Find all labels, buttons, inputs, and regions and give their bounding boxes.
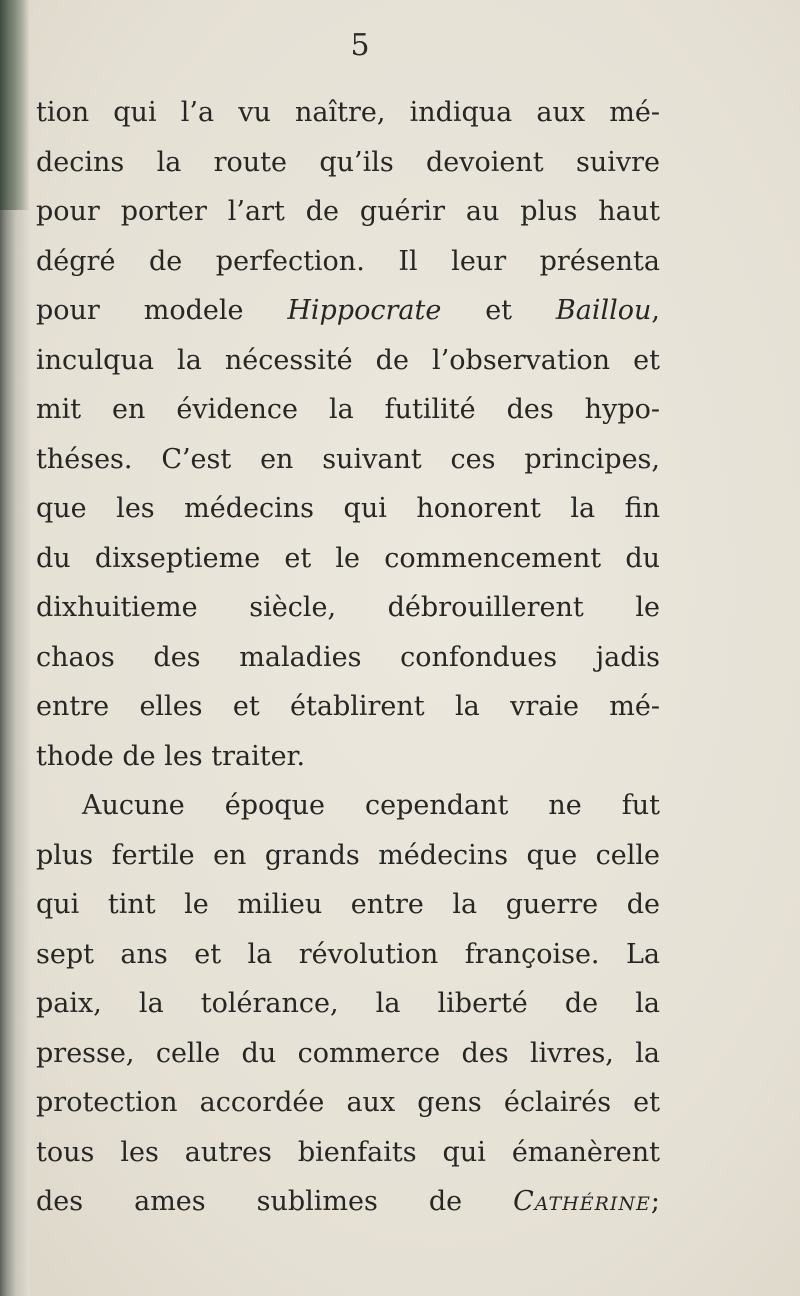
text-span: pour modele bbox=[36, 295, 288, 326]
text-line: théses. C’est en suivant ces principes, bbox=[36, 443, 660, 475]
page-number: 5 bbox=[350, 28, 370, 63]
text-line: paix, la tolérance, la liberté de la bbox=[36, 988, 660, 1019]
text-line: qui tint le milieu entre la guerre de bbox=[36, 889, 660, 920]
text-span: ; bbox=[650, 1186, 660, 1217]
text-line: decins la route qu’ils devoient suivre bbox=[36, 146, 660, 178]
text-span: , bbox=[651, 295, 661, 326]
text-line: entre elles et établirent la vraie mé- bbox=[36, 691, 660, 722]
text-line: inculqua la nécessité de l’observation et bbox=[36, 344, 660, 376]
body-text bbox=[36, 88, 660, 1227]
name-catherine: Cathérine bbox=[513, 1186, 651, 1217]
name-hippocrate: Hippocrate bbox=[287, 295, 442, 326]
text-line: sept ans et la révolution françoise. La bbox=[36, 938, 660, 970]
text-line: thode de les traiter. bbox=[36, 740, 306, 772]
text-line: presse, celle du commerce des livres, la bbox=[36, 1037, 660, 1069]
text-line: dixhuitieme siècle, débrouillerent le bbox=[36, 592, 660, 623]
text-line: plus fertile en grands médecins que celle bbox=[36, 839, 660, 871]
text-line bbox=[36, 286, 660, 336]
text-line: tion qui l’a vu naître, indiqua aux mé- bbox=[36, 97, 660, 128]
text-line: Aucune époque cependant ne fut bbox=[82, 790, 660, 821]
text-line: protection accordée aux gens éclairés et bbox=[36, 1087, 660, 1118]
binding-shadow bbox=[0, 0, 30, 210]
text-line bbox=[36, 1177, 660, 1227]
text-line: dégré de perfection. Il leur présenta bbox=[36, 245, 660, 277]
text-line: du dixseptieme et le commencement du bbox=[36, 542, 660, 574]
text-line: pour porter l’art de guérir au plus haut bbox=[36, 196, 660, 227]
text-span: des ames sublimes de bbox=[36, 1186, 514, 1217]
text-line: que les médecins qui honorent la fin bbox=[36, 493, 660, 524]
name-baillou: Baillou bbox=[555, 295, 652, 326]
text-span: et bbox=[441, 295, 556, 326]
text-line: chaos des maladies confondues jadis bbox=[36, 641, 660, 673]
text-line: mit en évidence la futilité des hypo- bbox=[36, 394, 660, 425]
text-line: tous les autres bienfaits qui émanèrent bbox=[36, 1136, 660, 1168]
